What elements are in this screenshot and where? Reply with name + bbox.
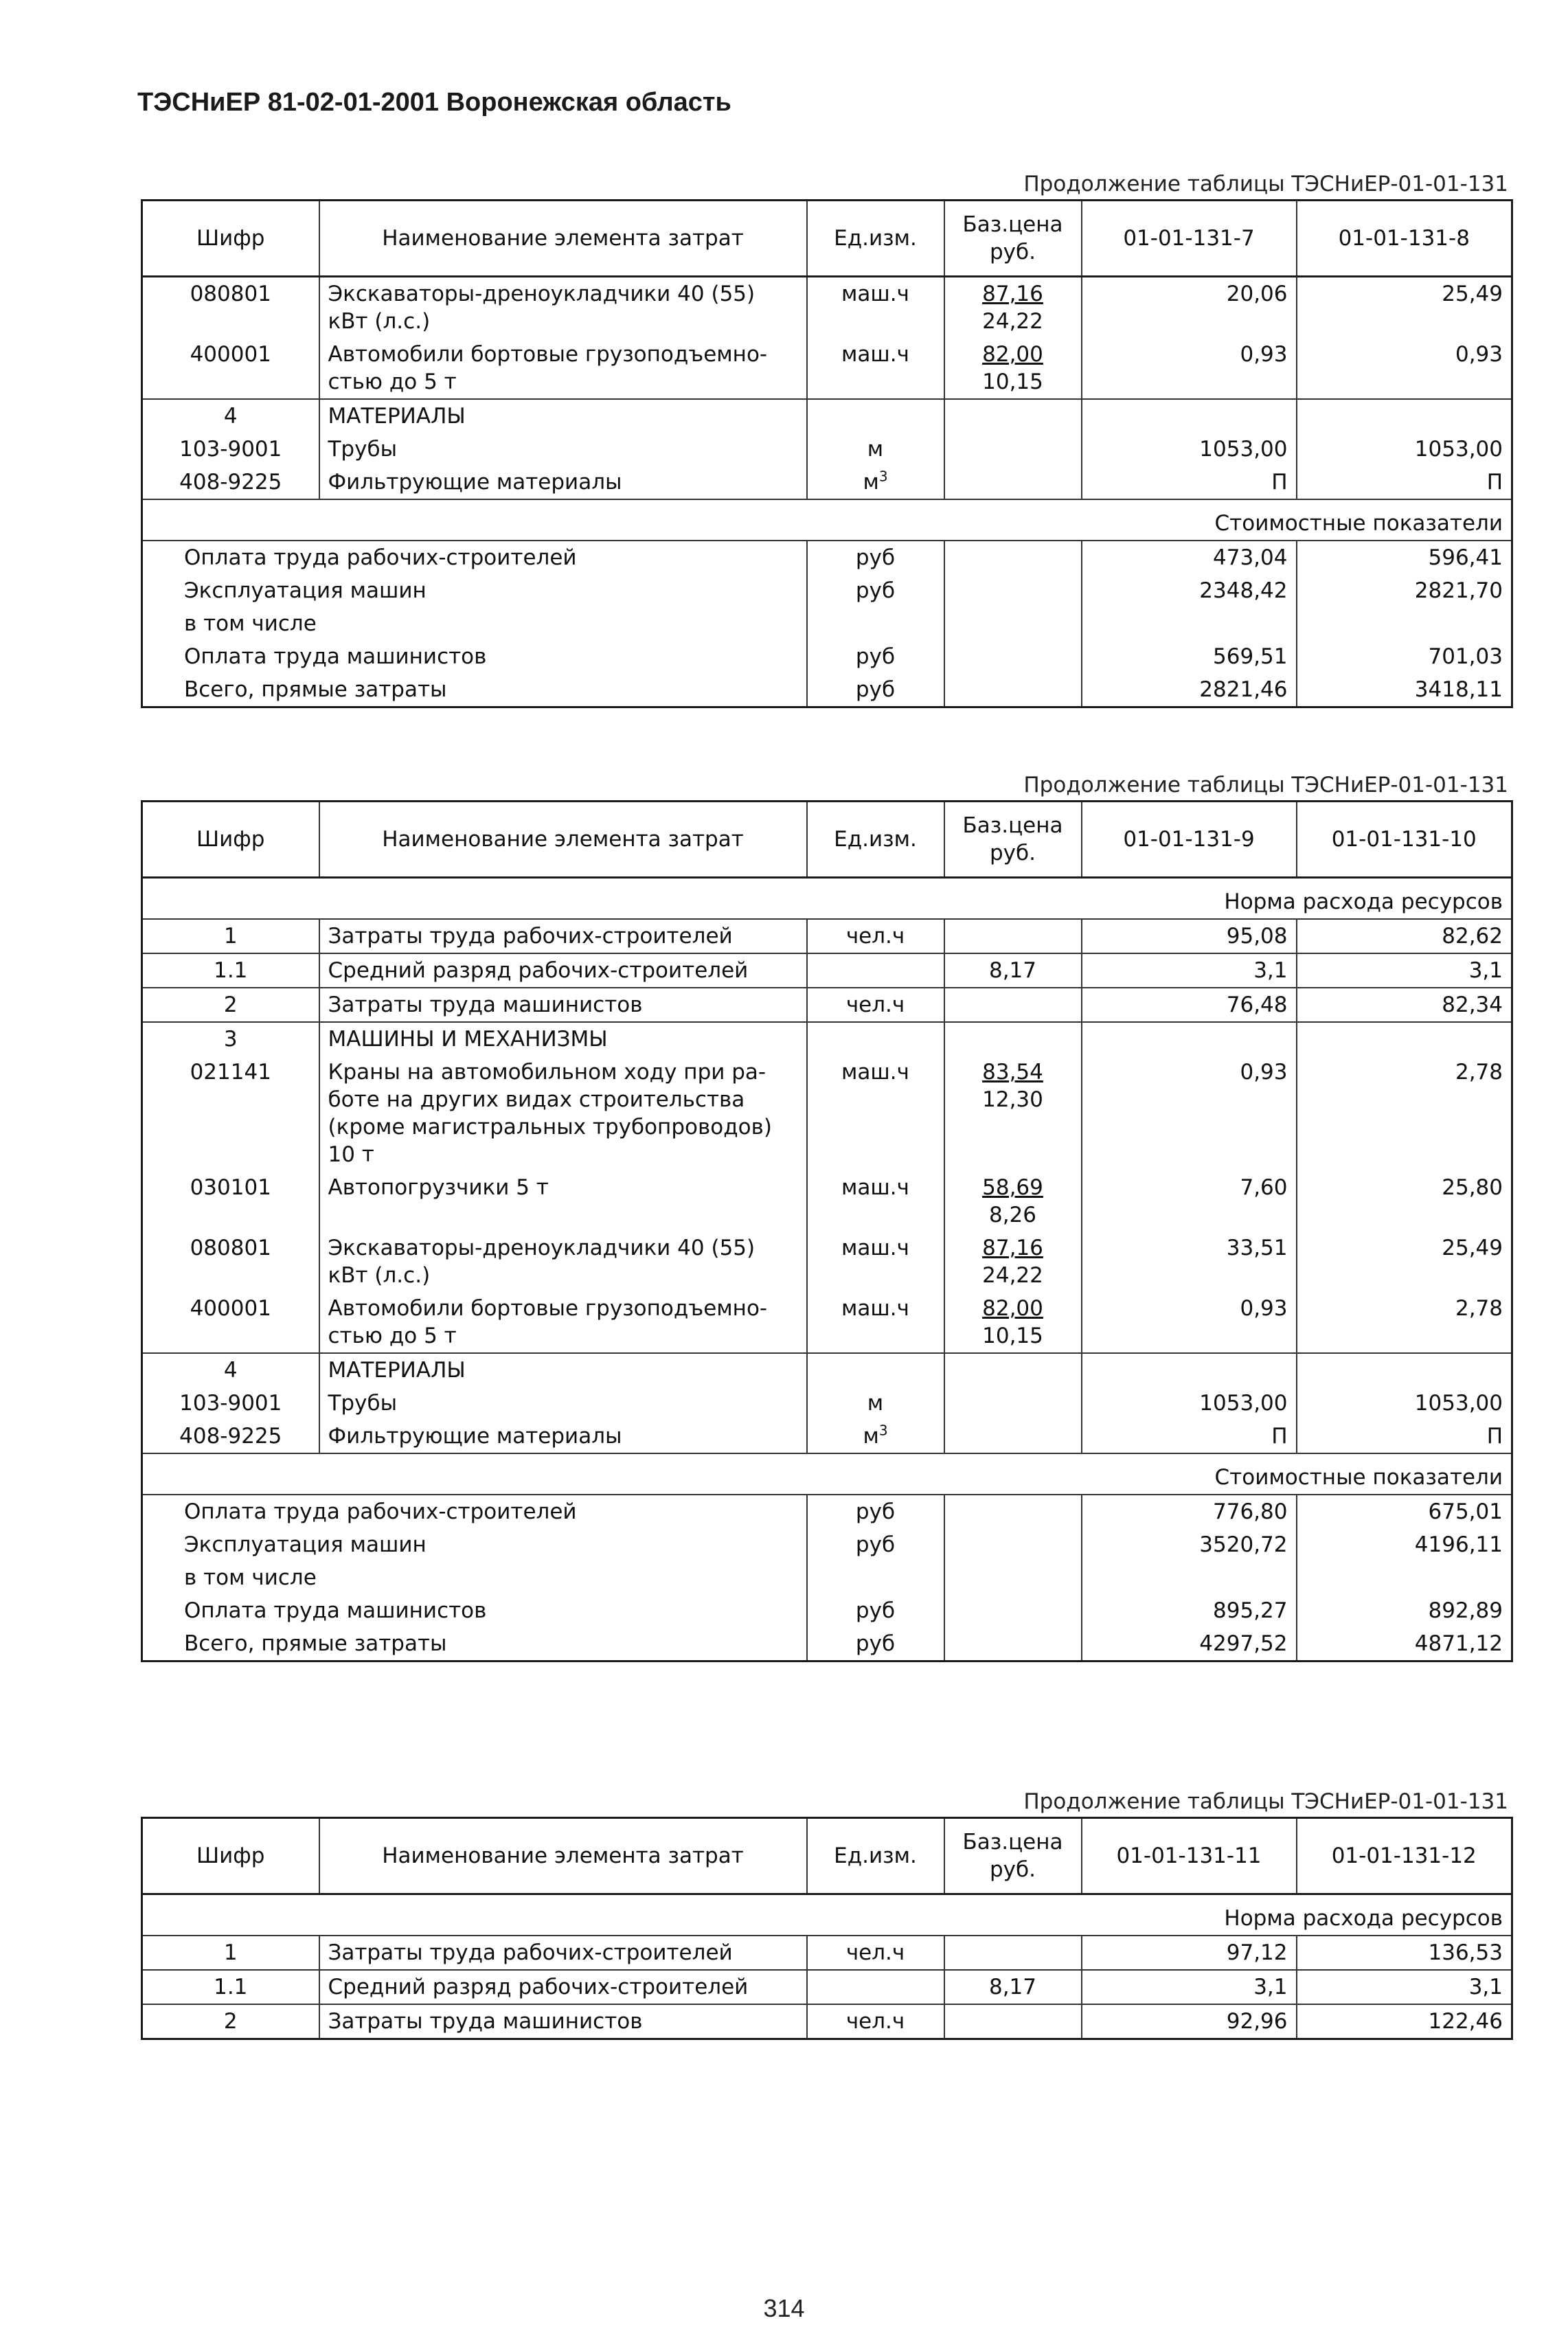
table-cell: Оплата труда машинистов [142,1594,807,1627]
table-cell [944,1627,1082,1662]
table-cell: 776,80 [1082,1495,1297,1528]
header-row [142,1818,1512,1894]
table-cell: 4196,11 [1297,1528,1512,1561]
table-cell: руб [807,673,944,707]
table-cell [807,1353,944,1387]
table-cell [944,1387,1082,1420]
table-row [142,953,1512,988]
table-cell: 82,00 10,15 [944,338,1082,399]
table-cell [807,1970,944,2004]
table-cell: 82,62 [1297,919,1512,953]
table-cell [944,919,1082,953]
table-cell: чел.ч [807,988,944,1022]
table-cell: чел.ч [807,1936,944,1970]
table-cell [807,1022,944,1056]
table-row [142,466,1512,499]
resource-table-3 [141,1817,1513,2040]
table-cell: в том числе [142,1561,807,1594]
table-cell: 103-9001 [142,1387,319,1420]
table-cell: 2 [142,988,319,1022]
table-cell: Затраты труда рабочих-строителей [319,919,807,953]
table-cell: 122,46 [1297,2004,1512,2039]
table-block-2 [141,773,1511,1662]
table-cell: маш.ч [807,1171,944,1232]
table-row [142,2004,1512,2039]
table-cell: 675,01 [1297,1495,1512,1528]
table-cell [1082,1353,1297,1387]
section-row [142,1022,1512,1056]
col-code-header: Шифр [142,1818,319,1894]
continuation-note: Продолжение таблицы ТЭСНиЕР-01-01-131 [1023,1789,1508,1814]
cost-row [142,1528,1512,1561]
table-cell [1297,1561,1512,1594]
col-price-header: Баз.цена руб. [944,201,1082,277]
table-cell: Трубы [319,433,807,466]
table-cell [1297,607,1512,640]
table-cell: 569,51 [1082,640,1297,673]
table-row [142,1387,1512,1420]
subheader-row [142,1453,1512,1495]
table-row [142,1936,1512,1970]
table-cell: П [1082,1420,1297,1453]
table-cell: 400001 [142,338,319,399]
cost-row [142,1627,1512,1662]
table-cell: Эксплуатация машин [142,1528,807,1561]
table-cell [944,1022,1082,1056]
header-row [142,802,1512,878]
table-cell: 2,78 [1297,1056,1512,1171]
cost-row [142,574,1512,607]
table-cell: 33,51 [1082,1232,1297,1292]
table-cell: МАШИНЫ И МЕХАНИЗМЫ [319,1022,807,1056]
table-cell: руб [807,1627,944,1662]
table-cell: П [1297,1420,1512,1453]
table-cell: 76,48 [1082,988,1297,1022]
table-cell [1297,399,1512,433]
table-cell: Фильтрующие материалы [319,466,807,499]
continuation-note: Продолжение таблицы ТЭСНиЕР-01-01-131 [1023,773,1508,797]
table-cell: 136,53 [1297,1936,1512,1970]
col-a-header: 01-01-131-9 [1082,802,1297,878]
table-cell: 58,69 8,26 [944,1171,1082,1232]
table-row [142,433,1512,466]
table-cell: Автомобили бортовые грузоподъемно-стью до 5 т [319,1292,807,1353]
table-cell [807,607,944,640]
table-cell: Затраты труда машинистов [319,2004,807,2039]
table-row [142,919,1512,953]
table-cell: МАТЕРИАЛЫ [319,1353,807,1387]
table-row [142,1970,1512,2004]
table-cell: 1053,00 [1297,433,1512,466]
table-cell: маш.ч [807,1056,944,1171]
table-cell: Стоимостные показатели [142,1453,1512,1495]
table-cell: 3 [142,1022,319,1056]
table-cell: 0,93 [1082,1292,1297,1353]
table-cell [944,2004,1082,2039]
table-cell: 892,89 [1297,1594,1512,1627]
table-cell: Трубы [319,1387,807,1420]
table-cell: 2821,46 [1082,673,1297,707]
table-cell: П [1297,466,1512,499]
table-cell: 20,06 [1082,277,1297,339]
table-row [142,1056,1512,1171]
resource-table-1 [141,199,1513,708]
col-b-header: 01-01-131-10 [1297,802,1512,878]
col-code-header: Шифр [142,802,319,878]
table-block-3 [141,1789,1511,2040]
table-cell: 7,60 [1082,1171,1297,1232]
table-cell: 408-9225 [142,466,319,499]
col-b-header: 01-01-131-12 [1297,1818,1512,1894]
table-cell: в том числе [142,607,807,640]
table-cell: 82,00 10,15 [944,1292,1082,1353]
table-cell [807,1561,944,1594]
table-cell: 1053,00 [1082,1387,1297,1420]
subheader-row [142,1894,1512,1936]
cost-row [142,1495,1512,1528]
table-cell: чел.ч [807,919,944,953]
table-row [142,338,1512,399]
table-cell: 4871,12 [1297,1627,1512,1662]
col-code-header: Шифр [142,201,319,277]
table-cell: 408-9225 [142,1420,319,1453]
table-cell: 82,34 [1297,988,1512,1022]
table-cell: 95,08 [1082,919,1297,953]
table-cell [944,1561,1082,1594]
table-cell: Всего, прямые затраты [142,673,807,707]
page-header: ТЭСНиЕР 81-02-01-2001 Воронежская область [137,88,731,117]
table-cell: маш.ч [807,1292,944,1353]
table-row [142,1420,1512,1453]
table-cell: 3,1 [1082,1970,1297,2004]
table-cell: 596,41 [1297,541,1512,574]
subheader-row [142,878,1512,920]
table-cell: 400001 [142,1292,319,1353]
table-cell [1082,607,1297,640]
table-cell [944,988,1082,1022]
table-cell: 0,93 [1082,338,1297,399]
table-cell: Автопогрузчики 5 т [319,1171,807,1232]
table-cell: м [807,1387,944,1420]
table-cell: 4 [142,1353,319,1387]
section-row [142,1353,1512,1387]
table-cell [1297,1022,1512,1056]
table-cell: Всего, прямые затраты [142,1627,807,1662]
table-cell: 895,27 [1082,1594,1297,1627]
table-cell: Экскаваторы-дреноукладчики 40 (55) кВт (л.с.) [319,277,807,339]
table-cell: 3418,11 [1297,673,1512,707]
col-name-header: Наименование элемента затрат [319,802,807,878]
table-cell: 2821,70 [1297,574,1512,607]
table-cell: 8,17 [944,953,1082,988]
table-cell: 83,54 12,30 [944,1056,1082,1171]
table-cell: 3520,72 [1082,1528,1297,1561]
table-cell: Стоимостные показатели [142,499,1512,541]
table-cell: м [807,433,944,466]
continuation-note: Продолжение таблицы ТЭСНиЕР-01-01-131 [1023,172,1508,196]
table-cell [944,399,1082,433]
col-name-header: Наименование элемента затрат [319,1818,807,1894]
table-cell [944,466,1082,499]
table-cell: 87,16 24,22 [944,277,1082,339]
table-cell [944,1594,1082,1627]
table-cell [944,640,1082,673]
table-cell: маш.ч [807,1232,944,1292]
table-cell: 25,80 [1297,1171,1512,1232]
table-block-1 [141,172,1511,708]
col-price-header: Баз.цена руб. [944,802,1082,878]
table-cell: чел.ч [807,2004,944,2039]
table-cell: руб [807,1594,944,1627]
table-cell: 25,49 [1297,277,1512,339]
table-cell: руб [807,1495,944,1528]
table-cell: Затраты труда машинистов [319,988,807,1022]
table-cell: 2 [142,2004,319,2039]
table-cell: 3,1 [1297,953,1512,988]
table-cell: маш.ч [807,338,944,399]
table-cell [944,433,1082,466]
cost-row [142,1561,1512,1594]
page-number: 314 [763,2294,805,2322]
table-cell: Норма расхода ресурсов [142,1894,1512,1936]
table-cell: 103-9001 [142,433,319,466]
table-cell: 080801 [142,277,319,339]
table-cell: 1053,00 [1082,433,1297,466]
table-cell: $м^3$ [807,466,944,499]
resource-table-2 [141,800,1513,1662]
table-cell: 701,03 [1297,640,1512,673]
col-name-header: Наименование элемента затрат [319,201,807,277]
table-cell [807,399,944,433]
table-cell [944,1495,1082,1528]
table-cell: Затраты труда рабочих-строителей [319,1936,807,1970]
subheader-row [142,499,1512,541]
table-cell: МАТЕРИАЛЫ [319,399,807,433]
table-cell: Оплата труда машинистов [142,640,807,673]
col-a-header: 01-01-131-7 [1082,201,1297,277]
table-cell: Краны на автомобильном ходу при ра-боте на других видах строительства (кроме магистральных трубопроводов) 10 т [319,1056,807,1171]
table-cell: Средний разряд рабочих-строителей [319,953,807,988]
table-cell: Автомобили бортовые грузоподъемно-стью до 5 т [319,338,807,399]
table-cell: 0,93 [1082,1056,1297,1171]
col-b-header: 01-01-131-8 [1297,201,1512,277]
table-cell: руб [807,541,944,574]
table-cell: Экскаваторы-дреноукладчики 40 (55) кВт (л.с.) [319,1232,807,1292]
table-cell: 080801 [142,1232,319,1292]
col-unit-header: Ед.изм. [807,802,944,878]
table-row [142,1171,1512,1232]
header-row [142,201,1512,277]
table-cell: 030101 [142,1171,319,1232]
table-cell: 4 [142,399,319,433]
table-cell [944,574,1082,607]
table-cell: руб [807,1528,944,1561]
table-cell: $м^3$ [807,1420,944,1453]
table-cell: Эксплуатация машин [142,574,807,607]
table-cell [1297,1353,1512,1387]
table-cell: 1.1 [142,1970,319,2004]
table-cell: 3,1 [1082,953,1297,988]
table-cell: 4297,52 [1082,1627,1297,1662]
table-cell: руб [807,640,944,673]
cost-row [142,541,1512,574]
table-cell: 0,93 [1297,338,1512,399]
table-cell: 87,16 24,22 [944,1232,1082,1292]
table-cell: 1 [142,1936,319,1970]
table-cell [944,1420,1082,1453]
table-cell: Оплата труда рабочих-строителей [142,1495,807,1528]
table-cell [944,1936,1082,1970]
table-cell: 021141 [142,1056,319,1171]
cost-row [142,607,1512,640]
table-cell: руб [807,574,944,607]
table-cell: 1 [142,919,319,953]
col-price-header: Баз.цена руб. [944,1818,1082,1894]
table-cell: 2348,42 [1082,574,1297,607]
table-cell [944,607,1082,640]
table-cell: 25,49 [1297,1232,1512,1292]
table-cell [944,673,1082,707]
table-cell: 1.1 [142,953,319,988]
table-row [142,1232,1512,1292]
table-cell: Норма расхода ресурсов [142,878,1512,920]
table-cell: 1053,00 [1297,1387,1512,1420]
cost-row [142,640,1512,673]
table-cell: Оплата труда рабочих-строителей [142,541,807,574]
table-cell [944,1353,1082,1387]
table-row [142,277,1512,339]
table-cell: маш.ч [807,277,944,339]
cost-row [142,1594,1512,1627]
table-cell [944,541,1082,574]
table-cell [1082,1022,1297,1056]
table-cell: Фильтрующие материалы [319,1420,807,1453]
col-unit-header: Ед.изм. [807,201,944,277]
col-unit-header: Ед.изм. [807,1818,944,1894]
cost-row [142,673,1512,707]
table-cell [1082,1561,1297,1594]
table-cell: 92,96 [1082,2004,1297,2039]
table-cell: П [1082,466,1297,499]
table-cell [1082,399,1297,433]
table-row [142,988,1512,1022]
table-cell: 97,12 [1082,1936,1297,1970]
table-cell: 3,1 [1297,1970,1512,2004]
table-cell: Средний разряд рабочих-строителей [319,1970,807,2004]
col-a-header: 01-01-131-11 [1082,1818,1297,1894]
table-cell [944,1528,1082,1561]
table-cell: 473,04 [1082,541,1297,574]
table-cell: 8,17 [944,1970,1082,2004]
section-row [142,399,1512,433]
table-row [142,1292,1512,1353]
table-cell [807,953,944,988]
table-cell: 2,78 [1297,1292,1512,1353]
